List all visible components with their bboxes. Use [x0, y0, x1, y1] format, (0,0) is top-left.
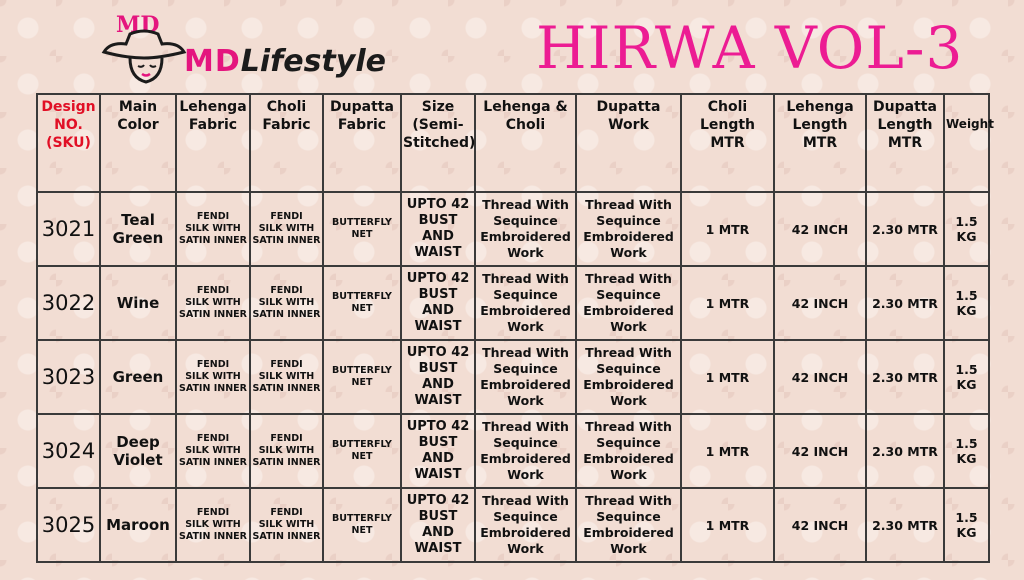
brand-lifestyle: Lifestyle — [240, 44, 386, 79]
cell-text-line: FENDI — [196, 433, 230, 444]
header-dupatta-length — [866, 94, 944, 192]
cell-text-line: SILK WITH — [258, 445, 315, 456]
table-row — [37, 340, 989, 414]
cell-text-line: BUTTERFLY — [332, 291, 392, 302]
choli-length-cell: 1 MTR — [681, 192, 774, 266]
lehenga-work-cell — [475, 192, 576, 266]
choli-length-cell: 1 MTR — [681, 340, 774, 414]
cell-text-line: Dupatta — [596, 99, 661, 115]
cell-text-line: NET — [351, 229, 373, 240]
cell-text-line: Embroidered — [480, 451, 571, 466]
cell-text-line: BUTTERFLY — [332, 513, 392, 524]
cell-text-line: SILK WITH — [185, 297, 241, 308]
dupatta-length-cell: 2.30 MTR — [866, 414, 944, 488]
cell-text-line: Dupatta — [330, 99, 394, 115]
cell-text-line: Fabric — [262, 117, 311, 133]
size-cell — [401, 192, 475, 266]
lehenga-length-cell: 42 INCH — [774, 340, 866, 414]
lehenga-work-cell — [475, 488, 576, 562]
cell-text-line: Thread With — [585, 493, 672, 508]
cell-text-line: Thread With — [482, 419, 569, 434]
cell-text-line: WAIST — [414, 393, 462, 408]
header-sku — [37, 94, 100, 192]
cell-text-line: UPTO 42 — [406, 197, 470, 212]
cell-text-line: Lehenga & — [483, 99, 568, 115]
lehenga-fabric-cell — [176, 266, 250, 340]
cell-text-line: SILK WITH — [185, 519, 241, 530]
dupatta-fabric-cell — [323, 414, 401, 488]
color-cell — [100, 488, 176, 562]
cell-text-line: Teal — [121, 211, 155, 229]
weight-cell: 1.5 KG — [944, 340, 989, 414]
cell-text-line: NET — [351, 377, 373, 388]
cell-text-line: BUTTERFLY — [332, 439, 392, 450]
cell-text-line: Lehenga — [786, 99, 854, 115]
cell-text-line: Work — [507, 319, 544, 334]
cell-text-line: MTR — [710, 135, 745, 151]
choli-fabric-cell — [250, 414, 323, 488]
weight-cell: 1.5 KG — [944, 266, 989, 340]
cell-text-line: Thread With — [482, 271, 569, 286]
sku-cell: 3022 — [37, 266, 100, 340]
cell-text-line: Size — [421, 99, 455, 115]
cell-text-line: Embroidered — [583, 303, 674, 318]
cell-text-line: Thread With — [482, 197, 569, 212]
cell-text-line: Work — [610, 245, 647, 260]
choli-fabric-cell — [250, 488, 323, 562]
cell-text-line: Choli — [505, 117, 546, 133]
header-size — [401, 94, 475, 192]
cell-text-line: NET — [351, 451, 373, 462]
brand-logo — [100, 8, 420, 88]
cell-text-line: NO. — [54, 117, 83, 133]
cell-text-line: NET — [351, 525, 373, 536]
lehenga-fabric-cell — [176, 488, 250, 562]
lehenga-work-cell — [475, 414, 576, 488]
cell-text-line: SATIN INNER — [179, 235, 247, 246]
cell-text-line: Sequince — [596, 435, 661, 450]
cell-text-line: Design — [41, 99, 96, 115]
header-choli-fabric — [250, 94, 323, 192]
size-cell — [401, 266, 475, 340]
cell-text-line: FENDI — [196, 211, 230, 222]
cell-text-line: Green — [112, 368, 164, 386]
lehenga-length-cell: 42 INCH — [774, 488, 866, 562]
cell-text-line: NET — [351, 303, 373, 314]
cell-text-line: Embroidered — [480, 377, 571, 392]
lehenga-work-cell — [475, 340, 576, 414]
cell-text-line: Thread With — [585, 345, 672, 360]
cell-text-line: Weight — [946, 117, 994, 131]
cell-text-line: Work — [507, 541, 544, 556]
cell-text-line: Sequince — [493, 361, 558, 376]
size-cell — [401, 488, 475, 562]
sku-cell: 3021 — [37, 192, 100, 266]
lehenga-work-cell — [475, 266, 576, 340]
lehenga-fabric-cell — [176, 414, 250, 488]
cell-text-line: WAIST — [414, 541, 462, 556]
cell-text-line: Thread With — [585, 271, 672, 286]
choli-fabric-cell — [250, 340, 323, 414]
cell-text-line: UPTO 42 — [406, 271, 470, 286]
cell-text-line: Sequince — [493, 435, 558, 450]
header-lehenga-choli — [475, 94, 576, 192]
header-weight — [944, 94, 994, 192]
dupatta-length-cell: 2.30 MTR — [866, 488, 944, 562]
cell-text-line: BUST AND — [418, 509, 458, 540]
cell-text-line: Fabric — [188, 117, 238, 133]
table-row — [37, 414, 989, 488]
header-choli-length — [681, 94, 774, 192]
cell-text-line: Violet — [113, 451, 163, 469]
dupatta-work-cell — [576, 192, 681, 266]
cell-text-line: FENDI — [270, 211, 303, 222]
sku-cell: 3023 — [37, 340, 100, 414]
cell-text-line: Sequince — [596, 287, 661, 302]
choli-length-cell: 1 MTR — [681, 414, 774, 488]
cell-text-line: Embroidered — [480, 525, 571, 540]
cell-text-line: BUTTERFLY — [332, 365, 392, 376]
cell-text-line: MTR — [802, 135, 838, 151]
color-cell — [100, 340, 176, 414]
cell-text-line: SATIN INNER — [179, 309, 247, 320]
cell-text-line: SATIN INNER — [252, 309, 321, 320]
color-cell — [100, 266, 176, 340]
brand-name — [184, 44, 386, 79]
cell-text-line: Sequince — [493, 509, 558, 524]
cell-text-line: Work — [610, 467, 647, 482]
cell-text-line: Main — [118, 99, 158, 115]
cell-text-line: SATIN INNER — [252, 383, 321, 394]
weight-cell: 1.5 KG — [944, 192, 989, 266]
dupatta-fabric-cell — [323, 488, 401, 562]
cell-text-line: Work — [507, 467, 544, 482]
cell-text-line: Fabric — [337, 117, 387, 133]
cell-text-line: Thread With — [585, 419, 672, 434]
cell-text-line: Sequince — [493, 213, 558, 228]
cell-text-line: (SKU) — [46, 135, 91, 151]
table-row — [37, 266, 989, 340]
cell-text-line: Lehenga — [179, 99, 247, 115]
cell-text-line: BUST AND — [418, 361, 458, 392]
cell-text-line: SILK WITH — [185, 223, 241, 234]
header-lehenga-length — [774, 94, 866, 192]
lehenga-length-cell: 42 INCH — [774, 192, 866, 266]
cell-text-line: Deep — [116, 433, 160, 451]
header-lehenga-fabric — [176, 94, 250, 192]
cell-text-line: FENDI — [270, 507, 303, 518]
cell-text-line: Wine — [116, 294, 160, 312]
cell-text-line: SATIN INNER — [179, 531, 247, 542]
weight-cell: 1.5 KG — [944, 488, 989, 562]
lehenga-fabric-cell — [176, 340, 250, 414]
cell-text-line: Embroidered — [583, 451, 674, 466]
cell-text-line: Choli — [266, 99, 307, 115]
brand-md: MD — [184, 44, 241, 79]
cell-text-line: Length — [699, 117, 756, 133]
cell-text-line: FENDI — [270, 433, 303, 444]
table-row — [37, 192, 989, 266]
lehenga-length-cell: 42 INCH — [774, 414, 866, 488]
choli-fabric-cell — [250, 266, 323, 340]
dupatta-work-cell — [576, 266, 681, 340]
cell-text-line: SATIN INNER — [179, 383, 247, 394]
cell-text-line: SILK WITH — [258, 371, 315, 382]
cell-text-line: Work — [507, 245, 544, 260]
cell-text-line: BUST AND — [418, 287, 458, 318]
cell-text-line: Choli — [707, 99, 748, 115]
cell-text-line: WAIST — [414, 245, 462, 260]
dupatta-fabric-cell — [323, 340, 401, 414]
cell-text-line: Green — [112, 229, 164, 247]
dupatta-fabric-cell — [323, 266, 401, 340]
cell-text-line: FENDI — [196, 507, 230, 518]
cell-text-line: MTR — [887, 135, 923, 151]
cell-text-line: SATIN INNER — [252, 235, 321, 246]
table-header-row — [37, 94, 989, 192]
header-dupatta-work — [576, 94, 681, 192]
cell-text-line: Work — [610, 393, 647, 408]
cell-text-line: Sequince — [596, 213, 661, 228]
cell-text-line: BUTTERFLY — [332, 217, 392, 228]
dupatta-work-cell — [576, 414, 681, 488]
cell-text-line: Maroon — [106, 516, 170, 534]
cell-text-line: Embroidered — [583, 525, 674, 540]
choli-length-cell: 1 MTR — [681, 488, 774, 562]
cell-text-line: BUST AND — [418, 435, 458, 466]
cell-text-line: UPTO 42 — [406, 345, 470, 360]
cell-text-line: Thread With — [482, 493, 569, 508]
cell-text-line: SILK WITH — [185, 445, 241, 456]
cell-text-line: FENDI — [270, 285, 303, 296]
cell-text-line: FENDI — [196, 285, 230, 296]
cell-text-line: Work — [507, 393, 544, 408]
header-main-color — [100, 94, 176, 192]
cell-text-line: Length — [877, 117, 933, 133]
dupatta-length-cell: 2.30 MTR — [866, 340, 944, 414]
dupatta-fabric-cell — [323, 192, 401, 266]
dupatta-length-cell: 2.30 MTR — [866, 266, 944, 340]
cell-text-line: SILK WITH — [185, 371, 241, 382]
weight-cell: 1.5 KG — [944, 414, 989, 488]
cell-text-line: Thread With — [482, 345, 569, 360]
cell-text-line: SILK WITH — [258, 297, 315, 308]
cell-text-line: UPTO 42 — [406, 493, 470, 508]
size-cell — [401, 414, 475, 488]
svg-text:MD: MD — [116, 12, 160, 38]
cell-text-line: UPTO 42 — [406, 419, 470, 434]
cell-text-line: Work — [608, 117, 649, 133]
sku-cell: 3025 — [37, 488, 100, 562]
header-dupatta-fabric — [323, 94, 401, 192]
lehenga-length-cell: 42 INCH — [774, 266, 866, 340]
cell-text-line: Embroidered — [480, 229, 571, 244]
cell-text-line: Dupatta — [873, 99, 937, 115]
cell-text-line: FENDI — [196, 359, 230, 370]
cell-text-line: Embroidered — [583, 229, 674, 244]
cell-text-line: Work — [610, 541, 647, 556]
color-cell — [100, 192, 176, 266]
cell-text-line: Embroidered — [583, 377, 674, 392]
dupatta-work-cell — [576, 340, 681, 414]
dupatta-work-cell — [576, 488, 681, 562]
cell-text-line: WAIST — [414, 319, 462, 334]
cell-text-line: Sequince — [596, 361, 661, 376]
hat-woman-logo-icon — [100, 8, 190, 88]
cell-text-line: SATIN INNER — [252, 457, 321, 468]
cell-text-line: Work — [610, 319, 647, 334]
dupatta-length-cell: 2.30 MTR — [866, 192, 944, 266]
product-spec-table — [36, 93, 994, 563]
choli-length-cell: 1 MTR — [681, 266, 774, 340]
cell-text-line: Sequince — [596, 509, 661, 524]
cell-text-line: FENDI — [270, 359, 303, 370]
cell-text-line: Thread With — [585, 197, 672, 212]
sku-cell: 3024 — [37, 414, 100, 488]
cell-text-line: Sequince — [493, 287, 558, 302]
cell-text-line: BUST AND — [418, 213, 458, 244]
cell-text-line: WAIST — [414, 467, 462, 482]
cell-text-line: SATIN INNER — [252, 531, 321, 542]
cell-text-line: Color — [117, 117, 159, 133]
table-row — [37, 488, 989, 562]
cell-text-line: (Semi- — [412, 117, 464, 133]
cell-text-line: Length — [792, 117, 848, 133]
cell-text-line: SILK WITH — [258, 519, 315, 530]
cell-text-line: SATIN INNER — [179, 457, 247, 468]
lehenga-fabric-cell — [176, 192, 250, 266]
catalog-title: HIRWA VOL-3 — [536, 14, 964, 82]
cell-text-line: Embroidered — [480, 303, 571, 318]
size-cell — [401, 340, 475, 414]
color-cell — [100, 414, 176, 488]
cell-text-line: SILK WITH — [258, 223, 315, 234]
choli-fabric-cell — [250, 192, 323, 266]
cell-text-line: Stitched) — [403, 135, 476, 151]
